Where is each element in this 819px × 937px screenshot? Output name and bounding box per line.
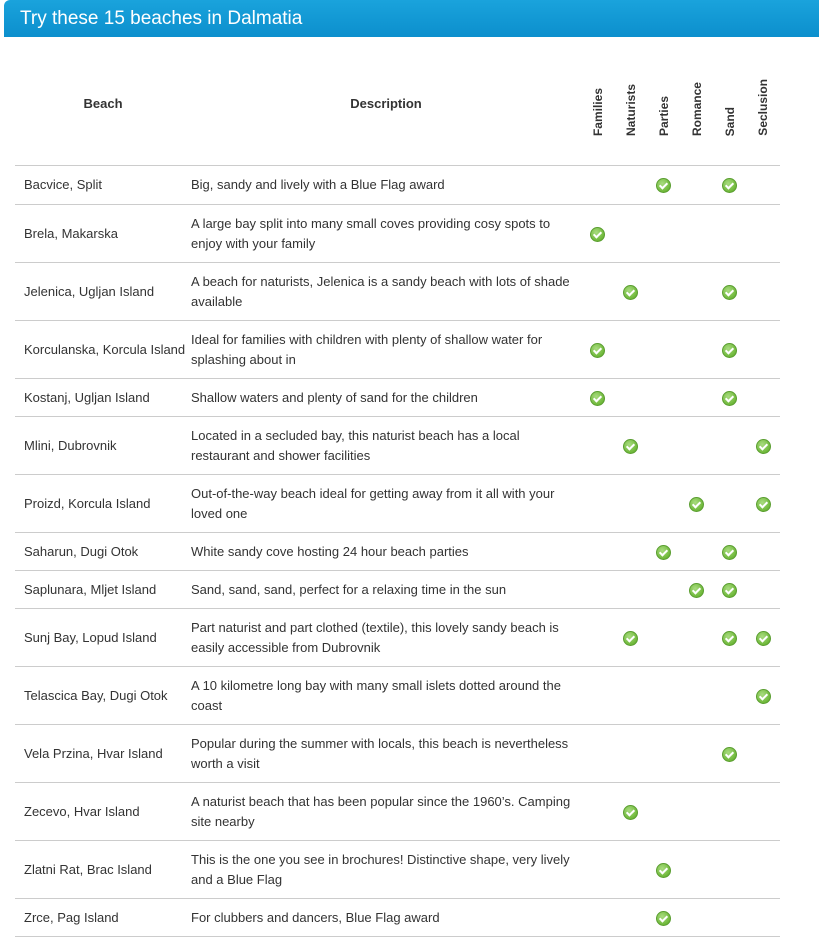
beach-name: Saharun, Dugi Otok bbox=[15, 533, 191, 571]
feature-cell bbox=[746, 379, 780, 417]
feature-cell bbox=[581, 417, 614, 475]
feature-cell bbox=[647, 899, 680, 937]
feature-cell bbox=[581, 533, 614, 571]
feature-cell bbox=[746, 417, 780, 475]
beach-name: Kostanj, Ugljan Island bbox=[15, 379, 191, 417]
feature-cell bbox=[614, 725, 647, 783]
table-row bbox=[15, 205, 780, 263]
feature-cell bbox=[614, 379, 647, 417]
table-row bbox=[15, 533, 780, 571]
feature-cell bbox=[680, 321, 713, 379]
table-row bbox=[15, 379, 780, 417]
feature-cell bbox=[713, 417, 746, 475]
feature-cell bbox=[647, 667, 680, 725]
feature-cell bbox=[614, 263, 647, 321]
beach-name: Telascica Bay, Dugi Otok bbox=[15, 667, 191, 725]
beach-description: Located in a secluded bay, this naturist beach has a local restaurant and shower facilities bbox=[191, 417, 581, 475]
feature-cell bbox=[680, 783, 713, 841]
page-title-bar bbox=[4, 0, 819, 37]
beach-description: Part naturist and part clothed (textile), this lovely sandy beach is easily accessible from Dubrovnik bbox=[191, 609, 581, 667]
check-circle-icon bbox=[656, 911, 671, 926]
check-circle-icon bbox=[623, 805, 638, 820]
feature-cell bbox=[581, 263, 614, 321]
feature-cell bbox=[581, 609, 614, 667]
beach-name: Jelenica, Ugljan Island bbox=[15, 263, 191, 321]
table-row bbox=[15, 263, 780, 321]
beach-description: A large bay split into many small coves providing cosy spots to enjoy with your family bbox=[191, 205, 581, 263]
feature-cell bbox=[746, 475, 780, 533]
feature-cell bbox=[746, 571, 780, 609]
feature-cell bbox=[746, 899, 780, 937]
feature-cell bbox=[746, 205, 780, 263]
feature-cell bbox=[647, 475, 680, 533]
beach-name: Sunj Bay, Lopud Island bbox=[15, 609, 191, 667]
feature-cell bbox=[614, 609, 647, 667]
check-circle-icon bbox=[722, 631, 737, 646]
feature-cell bbox=[614, 475, 647, 533]
beach-description: Big, sandy and lively with a Blue Flag award bbox=[191, 166, 581, 205]
check-circle-icon bbox=[623, 631, 638, 646]
beach-name: Korculanska, Korcula Island bbox=[15, 321, 191, 379]
table-row bbox=[15, 899, 780, 937]
table-row bbox=[15, 571, 780, 609]
column-header-seclusion: Seclusion bbox=[746, 42, 780, 166]
feature-cell bbox=[614, 533, 647, 571]
table-row bbox=[15, 725, 780, 783]
feature-cell bbox=[647, 205, 680, 263]
beach-description: Popular during the summer with locals, this beach is nevertheless worth a visit bbox=[191, 725, 581, 783]
column-header-romance: Romance bbox=[680, 42, 713, 166]
check-circle-icon bbox=[756, 497, 771, 512]
beach-description: Shallow waters and plenty of sand for the children bbox=[191, 379, 581, 417]
feature-cell bbox=[647, 783, 680, 841]
feature-cell bbox=[680, 725, 713, 783]
page-title: Try these 15 beaches in Dalmatia bbox=[20, 8, 303, 29]
feature-cell bbox=[680, 571, 713, 609]
beach-description: Out-of-the-way beach ideal for getting away from it all with your loved one bbox=[191, 475, 581, 533]
table-row bbox=[15, 166, 780, 205]
table-body bbox=[15, 166, 780, 937]
check-circle-icon bbox=[722, 178, 737, 193]
check-circle-icon bbox=[689, 583, 704, 598]
beach-name: Zrce, Pag Island bbox=[15, 899, 191, 937]
check-circle-icon bbox=[656, 863, 671, 878]
feature-cell bbox=[581, 321, 614, 379]
feature-cell bbox=[713, 205, 746, 263]
feature-cell bbox=[581, 379, 614, 417]
check-circle-icon bbox=[689, 497, 704, 512]
feature-cell bbox=[647, 321, 680, 379]
table-row bbox=[15, 321, 780, 379]
feature-cell bbox=[713, 841, 746, 899]
column-header-families: Families bbox=[581, 42, 614, 166]
feature-cell bbox=[746, 166, 780, 205]
feature-cell bbox=[680, 263, 713, 321]
feature-cell bbox=[581, 841, 614, 899]
feature-cell bbox=[746, 783, 780, 841]
feature-cell bbox=[614, 899, 647, 937]
feature-cell bbox=[713, 475, 746, 533]
beaches-table bbox=[15, 42, 780, 937]
feature-cell bbox=[581, 667, 614, 725]
feature-cell bbox=[713, 321, 746, 379]
beach-name: Vela Przina, Hvar Island bbox=[15, 725, 191, 783]
beach-name: Brela, Makarska bbox=[15, 205, 191, 263]
feature-cell bbox=[581, 571, 614, 609]
feature-cell bbox=[614, 571, 647, 609]
column-header-beach: Beach bbox=[15, 42, 191, 166]
check-circle-icon bbox=[656, 545, 671, 560]
beach-name: Saplunara, Mljet Island bbox=[15, 571, 191, 609]
table-row bbox=[15, 841, 780, 899]
feature-cell bbox=[680, 417, 713, 475]
feature-cell bbox=[746, 321, 780, 379]
feature-cell bbox=[680, 475, 713, 533]
feature-cell bbox=[614, 667, 647, 725]
feature-cell bbox=[680, 841, 713, 899]
check-circle-icon bbox=[722, 343, 737, 358]
feature-cell bbox=[647, 609, 680, 667]
feature-cell bbox=[713, 667, 746, 725]
feature-cell bbox=[614, 321, 647, 379]
beach-description: A 10 kilometre long bay with many small islets dotted around the coast bbox=[191, 667, 581, 725]
feature-cell bbox=[680, 609, 713, 667]
feature-cell bbox=[680, 533, 713, 571]
feature-cell bbox=[680, 205, 713, 263]
beach-description: Sand, sand, sand, perfect for a relaxing time in the sun bbox=[191, 571, 581, 609]
beach-description: A naturist beach that has been popular since the 1960’s. Camping site nearby bbox=[191, 783, 581, 841]
beach-name: Proizd, Korcula Island bbox=[15, 475, 191, 533]
feature-cell bbox=[713, 379, 746, 417]
feature-cell bbox=[614, 166, 647, 205]
check-circle-icon bbox=[623, 439, 638, 454]
feature-cell bbox=[581, 205, 614, 263]
check-circle-icon bbox=[756, 689, 771, 704]
beach-description: For clubbers and dancers, Blue Flag award bbox=[191, 899, 581, 937]
beach-description: This is the one you see in brochures! Distinctive shape, very lively and a Blue Flag bbox=[191, 841, 581, 899]
feature-cell bbox=[713, 725, 746, 783]
feature-cell bbox=[647, 571, 680, 609]
feature-cell bbox=[614, 783, 647, 841]
feature-cell bbox=[713, 571, 746, 609]
table-row bbox=[15, 417, 780, 475]
feature-cell bbox=[647, 379, 680, 417]
feature-cell bbox=[614, 841, 647, 899]
feature-cell bbox=[614, 205, 647, 263]
feature-cell bbox=[581, 783, 614, 841]
feature-cell bbox=[680, 379, 713, 417]
column-header-description: Description bbox=[191, 42, 581, 166]
feature-cell bbox=[680, 899, 713, 937]
feature-cell bbox=[647, 417, 680, 475]
column-header-sand: Sand bbox=[713, 42, 746, 166]
feature-cell bbox=[713, 783, 746, 841]
feature-cell bbox=[746, 263, 780, 321]
check-circle-icon bbox=[756, 439, 771, 454]
feature-cell bbox=[746, 533, 780, 571]
check-circle-icon bbox=[623, 285, 638, 300]
feature-cell bbox=[746, 725, 780, 783]
table-row bbox=[15, 667, 780, 725]
check-circle-icon bbox=[590, 391, 605, 406]
feature-cell bbox=[680, 667, 713, 725]
column-header-naturists: Naturists bbox=[614, 42, 647, 166]
check-circle-icon bbox=[722, 391, 737, 406]
feature-cell bbox=[647, 533, 680, 571]
feature-cell bbox=[581, 166, 614, 205]
column-header-parties: Parties bbox=[647, 42, 680, 166]
feature-cell bbox=[581, 899, 614, 937]
feature-cell bbox=[647, 841, 680, 899]
check-circle-icon bbox=[722, 545, 737, 560]
check-circle-icon bbox=[590, 227, 605, 242]
feature-cell bbox=[713, 609, 746, 667]
table-row bbox=[15, 609, 780, 667]
feature-cell bbox=[614, 417, 647, 475]
feature-cell bbox=[680, 166, 713, 205]
feature-cell bbox=[647, 725, 680, 783]
table-header-row bbox=[15, 42, 780, 166]
beach-description: White sandy cove hosting 24 hour beach parties bbox=[191, 533, 581, 571]
check-circle-icon bbox=[590, 343, 605, 358]
table-row bbox=[15, 475, 780, 533]
check-circle-icon bbox=[756, 631, 771, 646]
feature-cell bbox=[713, 533, 746, 571]
feature-cell bbox=[713, 263, 746, 321]
feature-cell bbox=[746, 609, 780, 667]
beach-description: Ideal for families with children with plenty of shallow water for splashing about in bbox=[191, 321, 581, 379]
beach-description: A beach for naturists, Jelenica is a sandy beach with lots of shade available bbox=[191, 263, 581, 321]
feature-cell bbox=[647, 263, 680, 321]
check-circle-icon bbox=[656, 178, 671, 193]
feature-cell bbox=[581, 725, 614, 783]
feature-cell bbox=[746, 667, 780, 725]
beach-name: Bacvice, Split bbox=[15, 166, 191, 205]
table-row bbox=[15, 783, 780, 841]
feature-cell bbox=[713, 899, 746, 937]
feature-cell bbox=[746, 841, 780, 899]
beach-name: Zlatni Rat, Brac Island bbox=[15, 841, 191, 899]
beach-name: Mlini, Dubrovnik bbox=[15, 417, 191, 475]
beach-name: Zecevo, Hvar Island bbox=[15, 783, 191, 841]
check-circle-icon bbox=[722, 583, 737, 598]
feature-cell bbox=[713, 166, 746, 205]
check-circle-icon bbox=[722, 285, 737, 300]
feature-cell bbox=[647, 166, 680, 205]
feature-cell bbox=[581, 475, 614, 533]
check-circle-icon bbox=[722, 747, 737, 762]
